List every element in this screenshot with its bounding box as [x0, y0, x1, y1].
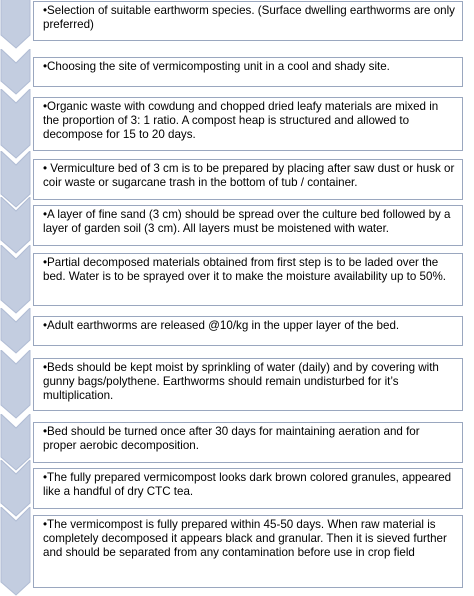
step-text: •Organic waste with cowdung and chopped dried leafy materials are mixed in the proportion of 3: 1 ratio. A compost heap is structured and allowed to decompose for 15 to 20 days.: [43, 100, 439, 141]
step-box-3: [33, 97, 463, 151]
step-box-4: [33, 159, 463, 200]
chevron-arrow-shape: [1, 49, 30, 94]
step-text: • Vermiculture bed of 3 cm is to be prepared by placing after saw dust or husk or coir waste or sugarcane trash in the bottom of tub / container.: [43, 162, 455, 189]
chevron-arrow-shape: [1, 0, 30, 48]
step-text: •Bed should be turned once after 30 days for maintaining aeration and for proper aerobic decomposition.: [43, 425, 420, 452]
step-box-9: [33, 422, 463, 463]
step-box-1: [33, 1, 463, 41]
chevron-arrow-shape: [1, 89, 30, 158]
step-box-6: [33, 253, 463, 306]
step-box-10: [33, 468, 463, 509]
step-chevron-11: [0, 507, 32, 596]
step-text: •A layer of fine sand (3 cm) should be spread over the culture bed followed by a layer of garden soil (3 cm). All layers must be moistened with water.: [43, 208, 451, 235]
chevron-arrow-shape: [1, 507, 30, 595]
step-chevron-6: [0, 245, 32, 314]
step-text: •Selection of suitable earthworm species. (Surface dwelling earthworms are only preferred): [43, 4, 455, 31]
step-text: •Choosing the site of vermicomposting unit in a cool and shady site.: [43, 60, 390, 73]
chevron-arrow-shape: [1, 350, 30, 418]
step-chevron-7: [0, 308, 32, 354]
step-text: •The fully prepared vermicompost looks dark brown colored granules, appeared like a handful of dry CTC tea.: [43, 471, 452, 498]
step-box-7: [33, 316, 463, 346]
step-text: •The vermicompost is fully prepared within 45-50 days. When raw material is completely decomposed it appears black and granular. Then it is sieved further and should be separated from any contamination before use in crop field: [43, 518, 447, 559]
step-box-2: [33, 57, 463, 87]
step-chevron-3: [0, 89, 32, 159]
step-box-5: [33, 205, 463, 246]
step-chevron-8: [0, 350, 32, 419]
step-box-8: [33, 358, 463, 411]
step-text: •Beds should be kept moist by sprinkling of water (daily) and by covering with gunny bags/polythene. Earthworms should remain undisturbed for it’s multiplication.: [43, 361, 439, 402]
step-text: •Adult earthworms are released @10/kg in the upper layer of the bed.: [43, 319, 400, 332]
step-chevron-1: [0, 0, 32, 49]
chevron-arrow-shape: [1, 308, 30, 353]
chevron-arrow-shape: [1, 245, 30, 313]
step-text: •Partial decomposed materials obtained from first step is to be laded over the bed. Water is to be sprayed over it to make the moisture availability up to 50%.: [43, 256, 446, 283]
step-box-11: [33, 515, 463, 588]
